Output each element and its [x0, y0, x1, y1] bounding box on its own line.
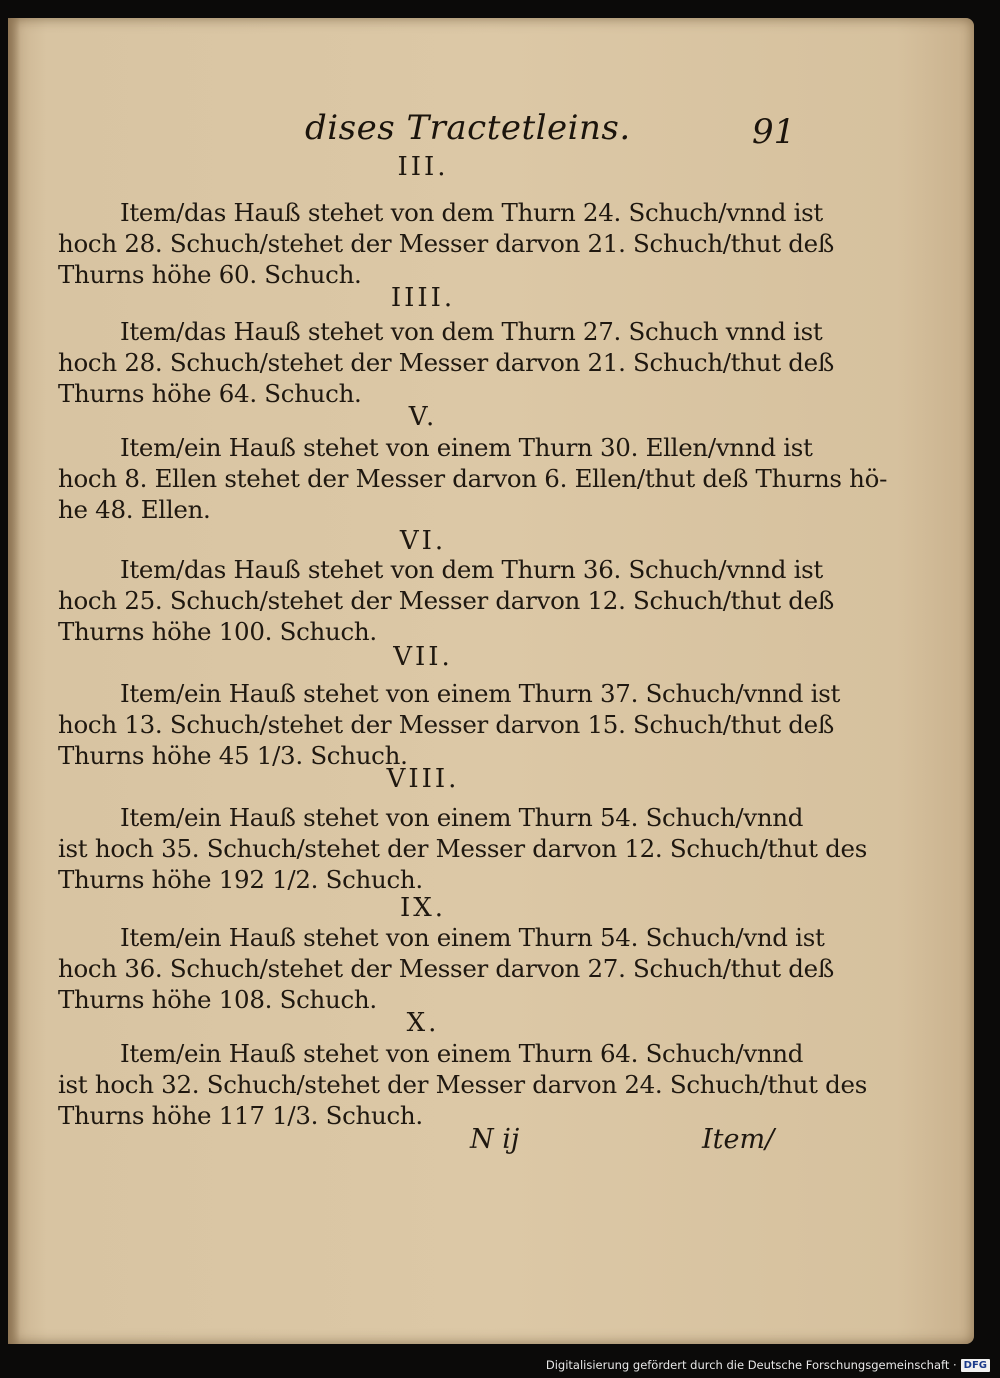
paragraph-line: Item/das Hauß stehet von dem Thurn 27. Schuch vnnd ist [120, 317, 823, 346]
section-numeral: III. [397, 152, 449, 182]
paragraph-line: Thurns höhe 100. Schuch. [58, 617, 377, 646]
paragraph-line: ist hoch 32. Schuch/stehet der Messer darvon 24. Schuch/thut des [58, 1070, 867, 1099]
paragraph-line: Thurns höhe 45 1/3. Schuch. [58, 741, 408, 770]
paragraph [58, 316, 834, 409]
paragraph-line: Item/ein Hauß stehet von einem Thurn 54. Schuch/vnd ist [120, 923, 825, 952]
paragraph-line: hoch 8. Ellen stehet der Messer darvon 6. Ellen/thut deß Thurns hö- [58, 464, 888, 493]
paragraph-line: Thurns höhe 108. Schuch. [58, 985, 377, 1014]
paragraph-line: Item/ein Hauß stehet von einem Thurn 54. Schuch/vnnd [120, 803, 804, 832]
paragraph-line: hoch 13. Schuch/stehet der Messer darvon 15. Schuch/thut deß [58, 710, 834, 739]
paragraph-line: Item/ein Hauß stehet von einem Thurn 37. Schuch/vnnd ist [120, 679, 841, 708]
paragraph-line: Item/das Hauß stehet von dem Thurn 36. Schuch/vnnd ist [120, 555, 823, 584]
paragraph [58, 802, 867, 895]
digitization-credit [546, 1358, 990, 1372]
section-numeral: VIII. [386, 764, 460, 794]
signature-mark: N ij [470, 1124, 520, 1155]
section-numeral: IIII. [390, 283, 456, 313]
paragraph-line: hoch 28. Schuch/stehet der Messer darvon 21. Schuch/thut deß [58, 229, 834, 258]
section-numeral: VII. [393, 642, 453, 672]
paragraph-line: Thurns höhe 117 1/3. Schuch. [58, 1101, 423, 1130]
paragraph-line: Item/ein Hauß stehet von einem Thurn 30. Ellen/vnnd ist [120, 433, 813, 462]
section-numeral: X. [406, 1008, 440, 1038]
paragraph-line: he 48. Ellen. [58, 495, 211, 524]
paragraph [58, 432, 888, 525]
credit-text: Digitalisierung gefördert durch die Deutsche Forschungsgemeinschaft · [545, 1358, 957, 1372]
paragraph-line: Item/ein Hauß stehet von einem Thurn 64. Schuch/vnnd [120, 1039, 804, 1068]
paragraph [58, 197, 834, 290]
paragraph-line: hoch 36. Schuch/stehet der Messer darvon 27. Schuch/thut deß [58, 954, 834, 983]
page-number: 91 [752, 112, 796, 152]
section-numeral: IX. [399, 893, 447, 923]
paragraph-line: ist hoch 35. Schuch/stehet der Messer darvon 12. Schuch/thut des [58, 834, 867, 863]
paragraph-line: hoch 28. Schuch/stehet der Messer darvon 21. Schuch/thut deß [58, 348, 834, 377]
paragraph-line: Thurns höhe 60. Schuch. [58, 260, 362, 289]
section-numeral: VI. [399, 526, 447, 556]
paragraph-line: Thurns höhe 192 1/2. Schuch. [58, 865, 423, 894]
paragraph [58, 678, 841, 771]
catchword: Item/ [702, 1124, 775, 1155]
paragraph [58, 1038, 867, 1131]
paragraph-line: Item/das Hauß stehet von dem Thurn 24. Schuch/vnnd ist [120, 198, 823, 227]
paragraph [58, 554, 834, 647]
section-numeral: V. [408, 402, 438, 432]
running-head: dises Tractetleins. [305, 108, 631, 148]
paragraph-line: Thurns höhe 64. Schuch. [58, 379, 362, 408]
dfg-logo: DFG [961, 1359, 990, 1372]
paragraph-line: hoch 25. Schuch/stehet der Messer darvon 12. Schuch/thut deß [58, 586, 834, 615]
paragraph [58, 922, 834, 1015]
